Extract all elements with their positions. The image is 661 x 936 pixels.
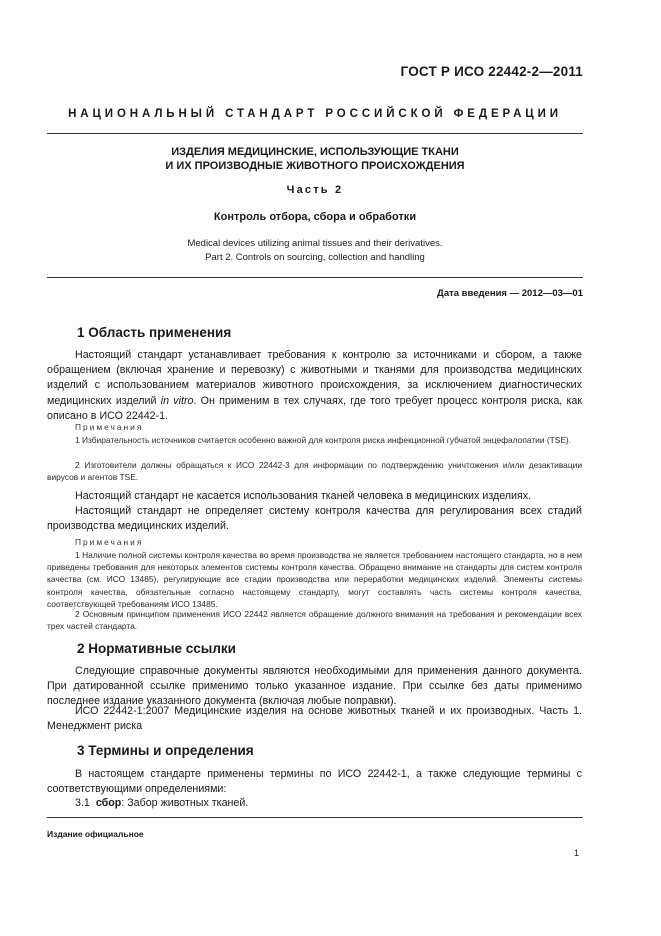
part-label: Часть 2: [286, 184, 344, 196]
note-1-2: 2 Изготовители должны обращаться к ИСО 22442-3 для информации по подтверждению уничтожения и/или дезактивации вирусов и агентов TSE.: [47, 460, 582, 483]
english-title-line-2: Part 2. Controls on sourcing, collection and handling: [205, 252, 425, 263]
section-1-heading: 1 Область применения: [77, 325, 232, 340]
document-subtitle: Контроль отбора, сбора и обработки: [213, 211, 417, 223]
note-1-1: 1 Избирательность источников считается особенно важной для контроля риска инфекционной губчатой энцефалопатии (TSE).: [75, 435, 572, 445]
english-title-line-1: Medical devices utilizing animal tissues and their derivatives.: [187, 238, 443, 249]
term-number: 3.1: [75, 797, 90, 809]
text-run: Настоящий стандарт устанавливает требования к контролю за источниками и сбором, а также обращением (включая хранение и перевозку) с животными и тканями для производства медицинских изделий с использованием материалов животного происхождения, за исключением диагностических медицинских изделий: [47, 349, 582, 407]
section-2-heading: 2 Нормативные ссылки: [77, 641, 236, 656]
section-1-paragraph-2: Настоящий стандарт не касается использования тканей человека в медицинских изделиях.: [75, 490, 532, 502]
document-title-line-1: ИЗДЕЛИЯ МЕДИЦИНСКИЕ, ИСПОЛЬЗУЮЩИЕ ТКАНИ: [171, 146, 459, 158]
italic-term: in vitro: [160, 394, 194, 407]
term-name: сбор: [95, 797, 122, 809]
notes-heading: Примечания: [75, 537, 144, 547]
section-2-paragraph-1: Следующие справочные документы являются необходимыми для применения данного документа. При датированной ссылке применимо только указанное издание. При ссылке без даты применимо последнее издание указанного документа (включая любые поправки).: [47, 665, 582, 708]
english-title: [47, 237, 583, 265]
term-definition: [47, 796, 582, 811]
official-edition-label: Издание официальное: [47, 829, 144, 839]
notes-heading: Примечания: [75, 422, 144, 432]
section-2-paragraph-2: ИСО 22442-1:2007 Медицинские изделия на основе животных тканей и их производных. Часть 1. Менеджмент риска: [47, 705, 582, 733]
national-standard-heading: НАЦИОНАЛЬНЫЙ СТАНДАРТ РОССИЙСКОЙ ФЕДЕРАЦИИ: [68, 108, 562, 120]
text-run: . Он применим в тех случаях, где того требует процесс контроля риска, как описано в ИСО 22442-1.: [47, 394, 582, 422]
effective-date: Дата введения — 2012—03—01: [437, 288, 583, 299]
section-3-heading: 3 Термины и определения: [77, 743, 254, 758]
document-title-line-2: И ИХ ПРОИЗВОДНЫЕ ЖИВОТНОГО ПРОИСХОЖДЕНИЯ: [165, 160, 465, 172]
note-2-2: 2 Основным принципом применения ИСО 22442 является обращение должного внимания на требования и рекомендации всех трех частей стандарта.: [47, 609, 582, 632]
header-divider: [47, 133, 583, 134]
term-definition-text: : Забор животных тканей.: [121, 797, 249, 809]
section-1-paragraph-3: Настоящий стандарт не определяет систему контроля качества для регулирования всех стадий производства медицинских изделий.: [47, 505, 582, 533]
page-number: 1: [573, 848, 579, 858]
section-1-paragraph-1: [47, 348, 582, 424]
footer-divider: [47, 817, 583, 818]
section-3-paragraph-1: В настоящем стандарте применены термины по ИСО 22442-1, а также следующие термины с соответствующими определениями:: [47, 768, 582, 796]
date-divider: [47, 277, 583, 278]
standard-number: ГОСТ Р ИСО 22442-2—2011: [400, 64, 583, 79]
note-2-1: 1 Наличие полной системы контроля качества во время производства не является требованием настоящего стандарта, но в нем приведены требования для некоторых элементов системы контроля качества. Обращено внимание на стандарты для систем контроля качества (см. ИСО 13485), регулирующие все стадии производства или переработки медицинских изделий. Элементы системы контроля качества, обязательные согласно настоящему стандарту, могут составлять часть системы контроля качества, соответствующей требованиям ИСО 13485.: [47, 550, 582, 609]
